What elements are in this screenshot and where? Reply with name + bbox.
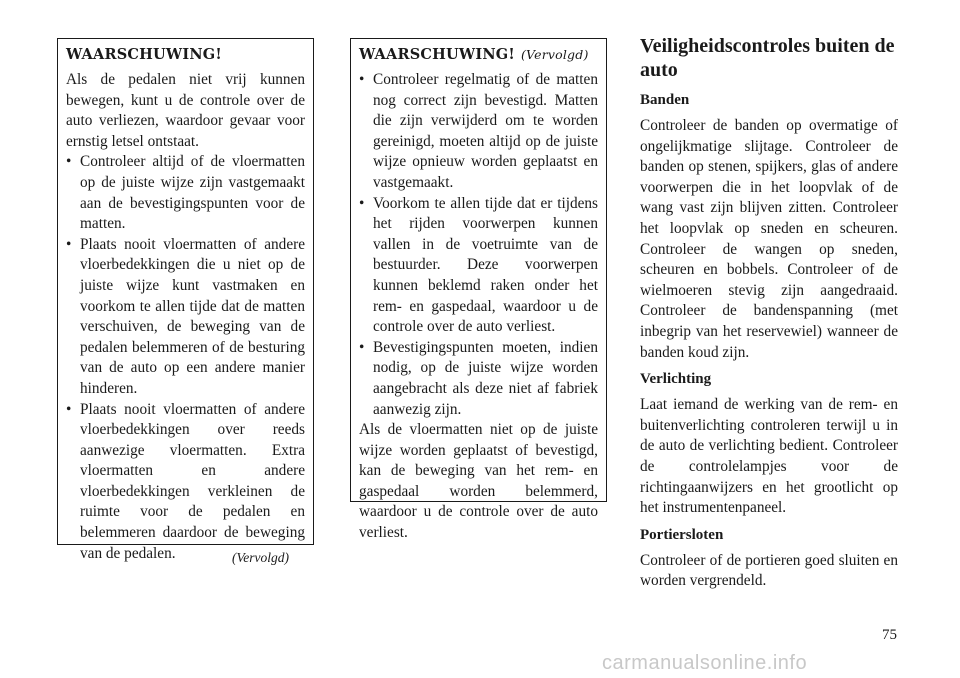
safety-section (640, 34, 898, 592)
warning-title (359, 45, 598, 64)
warning-bullet: • Bevestigingspunten moeten, indien nodig, op de juiste wijze worden aangebracht als deze niet af fabriek aanwezig zijn. (359, 338, 598, 420)
watermark: carmanualsonline.info (602, 652, 808, 674)
warning-bullet: • Plaats nooit vloermatten of andere vloerbedekkingen die u niet op de juiste wijze kunt vastmaken en voorkom te allen tijde dat de matten verschuiven, de beweging van de pedalen belemmeren of de besturing van de auto op een andere manier hinderen. (66, 235, 305, 400)
page-number: 75 (882, 627, 897, 643)
warning-intro: Als de pedalen niet vrij kunnen bewegen, kunt u de controle over de auto verliezen, waardoor gevaar voor ernstig letsel ontstaat. (66, 71, 305, 150)
warning-box-2 (350, 38, 607, 542)
subsection-title: Portiersloten (640, 526, 724, 543)
warning-bullet: • Controleer altijd of de vloermatten op de juiste wijze zijn vastgemaakt aan de bevestigingspunten voor de matten. (66, 152, 305, 234)
continued-label: (Vervolgd) (232, 550, 289, 565)
subsection-text: Laat iemand de werking van de rem- en buitenverlichting controleren terwijl u in de auto de verlichting bedient. Controleer de controlelampjes voor de richtingaanwijzers en het grootlicht op het instrumentenpaneel. (640, 396, 898, 517)
subsection-title: Banden (640, 92, 690, 108)
subsection-title: Verlichting (640, 371, 712, 388)
warning-title-continued: (Vervolgd) (520, 47, 589, 62)
subsection-text: Controleer of de portieren goed sluiten en worden vergrendeld. (640, 551, 898, 590)
subsection-text: Controleer de banden op overmatige of ongelijkmatige slijtage. Controleer de banden op stenen, spijkers, glas of andere voorwerpen die in het loopvlak of de wang vast zijn blijven zitten. Controleer het loopvlak op sneden en scheuren. Controleer de wangen op sneden, scheuren en bobbels. Controleer of de wielmoeren stevig zijn aangedraaid. Controleer de bandenspanning (met inbegrip van het reservewiel) wanneer de banden koud zijn. (640, 117, 898, 361)
warning-bullet: • Voorkom te allen tijde dat er tijdens het rijden voorwerpen kunnen vallen in de voetruimte van de bestuurder. Deze voorwerpen kunnen beklemd raken onder het rem- en gaspedaal, waardoor u de controle over de auto verliest. (359, 194, 598, 338)
warning-title: WAARSCHUWING! (66, 46, 222, 63)
warning-bullet: • Controleer regelmatig of de matten nog correct zijn bevestigd. Matten die zijn verwijderd om te worden gereinigd, moeten altijd op de juiste wijze opnieuw worden geplaatst en vastgemaakt. (359, 70, 598, 194)
warning-bullet: • Plaats nooit vloermatten of andere vloerbedekkingen over reeds aanwezige vloermatten. Extra vloermatten en andere vloerbedekkingen verkleinen de ruimte voor de pedalen en belemmeren daardoor de beweging van de pedalen. (66, 400, 305, 565)
warning-tail: Als de vloermatten niet op de juiste wijze worden geplaatst of bevestigd, kan de beweging van het rem- en gaspedaal worden belemmerd, waardoor u de controle over de auto verliest. (359, 421, 598, 542)
warning-title-text: WAARSCHUWING! (359, 46, 515, 63)
section-heading: Veiligheidscontroles buiten de auto (640, 35, 895, 81)
